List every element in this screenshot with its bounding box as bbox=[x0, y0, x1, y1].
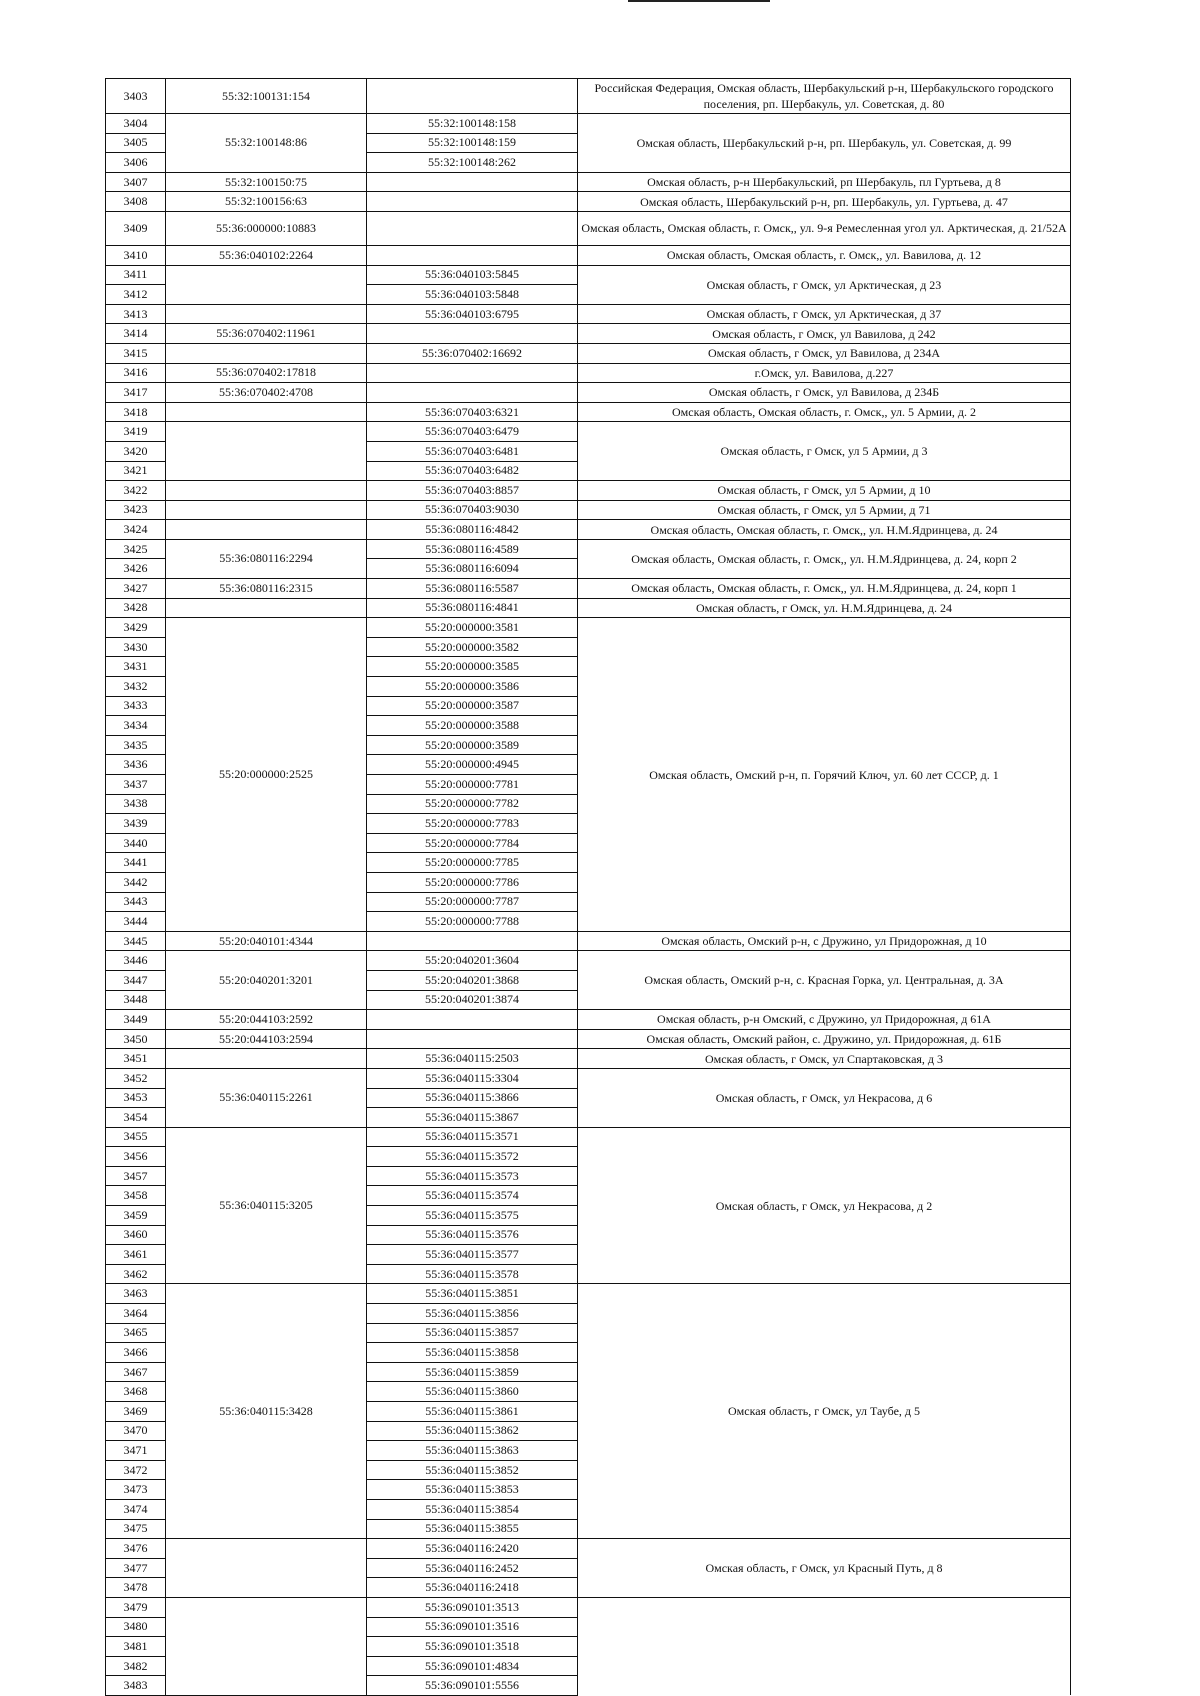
sub-cadastral-number-cell: 55:36:090101:5556 bbox=[367, 1676, 578, 1696]
table-row bbox=[106, 402, 1071, 422]
address-cell: Омская область, г Омск, ул Вавилова, д 242 bbox=[578, 324, 1071, 344]
address-cell: Омская область, г Омск, ул Вавилова, д 234Б bbox=[578, 383, 1071, 403]
table-row bbox=[106, 618, 1071, 638]
sub-cadastral-number-cell: 55:36:040103:5845 bbox=[367, 265, 578, 285]
sub-cadastral-number-cell: 55:32:100148:262 bbox=[367, 153, 578, 173]
table-row bbox=[106, 1284, 1071, 1304]
row-number-cell: 3448 bbox=[106, 990, 166, 1010]
sub-cadastral-number-cell: 55:36:040115:3574 bbox=[367, 1186, 578, 1206]
address-cell: Омская область, Шербакульский р-н, рп. Шербакуль, ул. Гуртьева, д. 47 bbox=[578, 192, 1071, 212]
table-row bbox=[106, 951, 1071, 971]
sub-cadastral-number-cell: 55:36:040115:3575 bbox=[367, 1206, 578, 1226]
row-number-cell: 3438 bbox=[106, 794, 166, 814]
address-cell: Омская область, Омская область, г. Омск,, ул. Н.М.Ядринцева, д. 24 bbox=[578, 520, 1071, 540]
sub-cadastral-number-cell: 55:36:040116:2418 bbox=[367, 1578, 578, 1598]
row-number-cell: 3442 bbox=[106, 872, 166, 892]
sub-cadastral-number-cell: 55:20:040201:3604 bbox=[367, 951, 578, 971]
row-number-cell: 3417 bbox=[106, 383, 166, 403]
address-cell: Омская область, г Омск, ул Таубе, д 5 bbox=[578, 1284, 1071, 1539]
sub-cadastral-number-cell: 55:20:040201:3874 bbox=[367, 990, 578, 1010]
sub-cadastral-number-cell: 55:36:040115:3867 bbox=[367, 1108, 578, 1128]
top-edge-line bbox=[628, 0, 770, 2]
table-row bbox=[106, 422, 1071, 442]
sub-cadastral-number-cell: 55:36:040115:3855 bbox=[367, 1519, 578, 1539]
sub-cadastral-number-cell: 55:36:080116:4842 bbox=[367, 520, 578, 540]
sub-cadastral-number-cell: 55:20:000000:3581 bbox=[367, 618, 578, 638]
address-cell: Омская область, р-н Омский, с Дружино, ул Придорожная, д 61А bbox=[578, 1010, 1071, 1030]
main-cadastral-number-cell: 55:36:040115:2261 bbox=[166, 1068, 367, 1127]
main-cadastral-number-cell: 55:32:100156:63 bbox=[166, 192, 367, 212]
sub-cadastral-number-cell: 55:36:070403:6479 bbox=[367, 422, 578, 442]
sub-cadastral-number-cell: 55:36:070403:8857 bbox=[367, 481, 578, 501]
row-number-cell: 3470 bbox=[106, 1421, 166, 1441]
main-cadastral-number-cell: 55:36:080116:2315 bbox=[166, 579, 367, 599]
table-row bbox=[106, 245, 1071, 265]
table-row bbox=[106, 539, 1071, 559]
sub-cadastral-number-cell: 55:36:040115:3866 bbox=[367, 1088, 578, 1108]
main-cadastral-number-cell: 55:36:040115:3205 bbox=[166, 1127, 367, 1284]
row-number-cell: 3443 bbox=[106, 892, 166, 912]
main-cadastral-number-cell: 55:36:040115:3428 bbox=[166, 1284, 367, 1539]
sub-cadastral-number-cell: 55:36:080116:5587 bbox=[367, 579, 578, 599]
sub-cadastral-number-cell: 55:36:070403:6481 bbox=[367, 441, 578, 461]
main-cadastral-number-cell: 55:36:070402:4708 bbox=[166, 383, 367, 403]
row-number-cell: 3414 bbox=[106, 324, 166, 344]
row-number-cell: 3428 bbox=[106, 598, 166, 618]
row-number-cell: 3483 bbox=[106, 1676, 166, 1696]
sub-cadastral-number-cell: 55:20:000000:3586 bbox=[367, 677, 578, 697]
row-number-cell: 3416 bbox=[106, 363, 166, 383]
address-cell: Омская область, Шербакульский р-н, рп. Шербакуль, ул. Советская, д. 99 bbox=[578, 114, 1071, 173]
sub-cadastral-number-cell: 55:36:090101:3516 bbox=[367, 1617, 578, 1637]
sub-cadastral-number-cell: 55:36:090101:3518 bbox=[367, 1637, 578, 1657]
address-cell: Омская область, Омский р-н, п. Горячий Ключ, ул. 60 лет СССР, д. 1 bbox=[578, 618, 1071, 932]
row-number-cell: 3471 bbox=[106, 1441, 166, 1461]
sub-cadastral-number-cell: 55:36:040115:3863 bbox=[367, 1441, 578, 1461]
row-number-cell: 3437 bbox=[106, 775, 166, 795]
table-row bbox=[106, 1597, 1071, 1617]
table-row bbox=[106, 324, 1071, 344]
sub-cadastral-number-cell: 55:36:080116:4841 bbox=[367, 598, 578, 618]
sub-cadastral-number-cell: 55:36:040115:3578 bbox=[367, 1264, 578, 1284]
address-cell: Омская область, Омская область, г. Омск,, ул. 9-я Ремесленная угол ул. Арктическая, д. 21/52А bbox=[578, 211, 1071, 245]
sub-cadastral-number-cell: 55:20:000000:7784 bbox=[367, 833, 578, 853]
sub-cadastral-number-cell: 55:20:000000:7786 bbox=[367, 872, 578, 892]
row-number-cell: 3415 bbox=[106, 343, 166, 363]
row-number-cell: 3436 bbox=[106, 755, 166, 775]
main-cadastral-number-cell bbox=[166, 1539, 367, 1598]
address-cell: Омская область, г Омск, ул Спартаковская, д 3 bbox=[578, 1049, 1071, 1069]
row-number-cell: 3408 bbox=[106, 192, 166, 212]
sub-cadastral-number-cell bbox=[367, 192, 578, 212]
sub-cadastral-number-cell: 55:20:000000:3587 bbox=[367, 696, 578, 716]
sub-cadastral-number-cell: 55:36:040103:5848 bbox=[367, 285, 578, 305]
sub-cadastral-number-cell: 55:36:070402:16692 bbox=[367, 343, 578, 363]
table-row bbox=[106, 520, 1071, 540]
main-cadastral-number-cell: 55:32:100148:86 bbox=[166, 114, 367, 173]
row-number-cell: 3468 bbox=[106, 1382, 166, 1402]
row-number-cell: 3447 bbox=[106, 970, 166, 990]
table-row bbox=[106, 192, 1071, 212]
sub-cadastral-number-cell: 55:36:040115:3573 bbox=[367, 1166, 578, 1186]
row-number-cell: 3427 bbox=[106, 579, 166, 599]
row-number-cell: 3420 bbox=[106, 441, 166, 461]
sub-cadastral-number-cell: 55:20:000000:4945 bbox=[367, 755, 578, 775]
row-number-cell: 3460 bbox=[106, 1225, 166, 1245]
table-row bbox=[106, 1049, 1071, 1069]
sub-cadastral-number-cell: 55:36:040115:3852 bbox=[367, 1460, 578, 1480]
main-cadastral-number-cell bbox=[166, 343, 367, 363]
row-number-cell: 3426 bbox=[106, 559, 166, 579]
main-cadastral-number-cell bbox=[166, 520, 367, 540]
main-cadastral-number-cell: 55:20:044103:2594 bbox=[166, 1029, 367, 1049]
table-row bbox=[106, 1029, 1071, 1049]
address-cell: Омская область, г Омск, ул. Н.М.Ядринцева, д. 24 bbox=[578, 598, 1071, 618]
sub-cadastral-number-cell: 55:20:040201:3868 bbox=[367, 970, 578, 990]
row-number-cell: 3435 bbox=[106, 735, 166, 755]
address-cell: Омская область, Омская область, г. Омск,, ул. Н.М.Ядринцева, д. 24, корп 2 bbox=[578, 539, 1071, 578]
row-number-cell: 3406 bbox=[106, 153, 166, 173]
row-number-cell: 3446 bbox=[106, 951, 166, 971]
table-row bbox=[106, 211, 1071, 245]
sub-cadastral-number-cell: 55:20:000000:3585 bbox=[367, 657, 578, 677]
row-number-cell: 3477 bbox=[106, 1558, 166, 1578]
address-cell: Омская область, г Омск, ул Некрасова, д 6 bbox=[578, 1068, 1071, 1127]
row-number-cell: 3481 bbox=[106, 1637, 166, 1657]
sub-cadastral-number-cell: 55:36:040115:3577 bbox=[367, 1245, 578, 1265]
table-row bbox=[106, 265, 1071, 285]
row-number-cell: 3450 bbox=[106, 1029, 166, 1049]
sub-cadastral-number-cell bbox=[367, 1029, 578, 1049]
sub-cadastral-number-cell bbox=[367, 324, 578, 344]
row-number-cell: 3410 bbox=[106, 245, 166, 265]
main-cadastral-number-cell: 55:36:000000:10883 bbox=[166, 211, 367, 245]
row-number-cell: 3462 bbox=[106, 1264, 166, 1284]
row-number-cell: 3473 bbox=[106, 1480, 166, 1500]
sub-cadastral-number-cell: 55:20:000000:3582 bbox=[367, 637, 578, 657]
sub-cadastral-number-cell bbox=[367, 363, 578, 383]
row-number-cell: 3423 bbox=[106, 500, 166, 520]
sub-cadastral-number-cell bbox=[367, 383, 578, 403]
sub-cadastral-number-cell: 55:36:070403:6482 bbox=[367, 461, 578, 481]
table-row bbox=[106, 1010, 1071, 1030]
table-row bbox=[106, 579, 1071, 599]
row-number-cell: 3404 bbox=[106, 114, 166, 134]
row-number-cell: 3449 bbox=[106, 1010, 166, 1030]
table-row bbox=[106, 343, 1071, 363]
row-number-cell: 3452 bbox=[106, 1068, 166, 1088]
sub-cadastral-number-cell: 55:36:040115:3857 bbox=[367, 1323, 578, 1343]
sub-cadastral-number-cell: 55:36:040115:3860 bbox=[367, 1382, 578, 1402]
main-cadastral-number-cell bbox=[166, 422, 367, 481]
table-row bbox=[106, 598, 1071, 618]
row-number-cell: 3405 bbox=[106, 133, 166, 153]
row-number-cell: 3419 bbox=[106, 422, 166, 442]
main-cadastral-number-cell bbox=[166, 1049, 367, 1069]
row-number-cell: 3451 bbox=[106, 1049, 166, 1069]
sub-cadastral-number-cell: 55:36:040116:2452 bbox=[367, 1558, 578, 1578]
row-number-cell: 3407 bbox=[106, 172, 166, 192]
address-cell: г.Омск, ул. Вавилова, д.227 bbox=[578, 363, 1071, 383]
row-number-cell: 3457 bbox=[106, 1166, 166, 1186]
address-cell: Омская область, г Омск, ул Арктическая, д 23 bbox=[578, 265, 1071, 304]
sub-cadastral-number-cell: 55:36:040115:3859 bbox=[367, 1362, 578, 1382]
table-row bbox=[106, 1127, 1071, 1147]
row-number-cell: 3463 bbox=[106, 1284, 166, 1304]
address-cell: Омская область, р-н Шербакульский, рп Шербакуль, пл Гуртьева, д 8 bbox=[578, 172, 1071, 192]
row-number-cell: 3411 bbox=[106, 265, 166, 285]
row-number-cell: 3476 bbox=[106, 1539, 166, 1559]
row-number-cell: 3479 bbox=[106, 1597, 166, 1617]
address-cell: Омская область, Омский район, с. Дружино, ул. Придорожная, д. 61Б bbox=[578, 1029, 1071, 1049]
row-number-cell: 3412 bbox=[106, 285, 166, 305]
sub-cadastral-number-cell bbox=[367, 172, 578, 192]
row-number-cell: 3424 bbox=[106, 520, 166, 540]
main-cadastral-number-cell bbox=[166, 265, 367, 304]
row-number-cell: 3433 bbox=[106, 696, 166, 716]
sub-cadastral-number-cell: 55:36:040115:3862 bbox=[367, 1421, 578, 1441]
address-cell: Омская область, г Омск, ул 5 Армии, д 71 bbox=[578, 500, 1071, 520]
main-cadastral-number-cell: 55:36:080116:2294 bbox=[166, 539, 367, 578]
main-cadastral-number-cell: 55:36:070402:11961 bbox=[166, 324, 367, 344]
main-cadastral-number-cell: 55:20:040201:3201 bbox=[166, 951, 367, 1010]
row-number-cell: 3409 bbox=[106, 211, 166, 245]
row-number-cell: 3454 bbox=[106, 1108, 166, 1128]
row-number-cell: 3425 bbox=[106, 539, 166, 559]
row-number-cell: 3429 bbox=[106, 618, 166, 638]
sub-cadastral-number-cell: 55:36:080116:4589 bbox=[367, 539, 578, 559]
row-number-cell: 3475 bbox=[106, 1519, 166, 1539]
sub-cadastral-number-cell: 55:36:040115:3853 bbox=[367, 1480, 578, 1500]
sub-cadastral-number-cell: 55:20:000000:7787 bbox=[367, 892, 578, 912]
address-cell: Омская область, Омский р-н, с Дружино, ул Придорожная, д 10 bbox=[578, 931, 1071, 951]
sub-cadastral-number-cell: 55:36:040115:3576 bbox=[367, 1225, 578, 1245]
row-number-cell: 3482 bbox=[106, 1656, 166, 1676]
sub-cadastral-number-cell bbox=[367, 1010, 578, 1030]
sub-cadastral-number-cell: 55:20:000000:3589 bbox=[367, 735, 578, 755]
row-number-cell: 3432 bbox=[106, 677, 166, 697]
sub-cadastral-number-cell: 55:36:040116:2420 bbox=[367, 1539, 578, 1559]
row-number-cell: 3459 bbox=[106, 1206, 166, 1226]
main-cadastral-number-cell bbox=[166, 500, 367, 520]
row-number-cell: 3456 bbox=[106, 1147, 166, 1167]
main-cadastral-number-cell: 55:32:100150:75 bbox=[166, 172, 367, 192]
row-number-cell: 3422 bbox=[106, 481, 166, 501]
table-row bbox=[106, 1068, 1071, 1088]
table-row bbox=[106, 383, 1071, 403]
sub-cadastral-number-cell: 55:36:040115:3856 bbox=[367, 1304, 578, 1324]
row-number-cell: 3418 bbox=[106, 402, 166, 422]
sub-cadastral-number-cell: 55:20:000000:7782 bbox=[367, 794, 578, 814]
row-number-cell: 3465 bbox=[106, 1323, 166, 1343]
address-cell: Омская область, г Омск, ул 5 Армии, д 10 bbox=[578, 481, 1071, 501]
table-row bbox=[106, 500, 1071, 520]
row-number-cell: 3464 bbox=[106, 1304, 166, 1324]
table-row bbox=[106, 79, 1071, 114]
row-number-cell: 3455 bbox=[106, 1127, 166, 1147]
sub-cadastral-number-cell bbox=[367, 931, 578, 951]
registry-body bbox=[106, 79, 1071, 1696]
row-number-cell: 3461 bbox=[106, 1245, 166, 1265]
table-row bbox=[106, 304, 1071, 324]
row-number-cell: 3403 bbox=[106, 79, 166, 114]
sub-cadastral-number-cell: 55:36:090101:3513 bbox=[367, 1597, 578, 1617]
sub-cadastral-number-cell: 55:32:100148:158 bbox=[367, 114, 578, 134]
sub-cadastral-number-cell: 55:32:100148:159 bbox=[367, 133, 578, 153]
table-row bbox=[106, 363, 1071, 383]
address-cell: Омская область, Омская область, г. Омск,, ул. Вавилова, д. 12 bbox=[578, 245, 1071, 265]
row-number-cell: 3431 bbox=[106, 657, 166, 677]
main-cadastral-number-cell bbox=[166, 1597, 367, 1695]
sub-cadastral-number-cell: 55:36:080116:6094 bbox=[367, 559, 578, 579]
main-cadastral-number-cell: 55:36:070402:17818 bbox=[166, 363, 367, 383]
address-cell: Омская область, г Омск, ул Арктическая, д 37 bbox=[578, 304, 1071, 324]
row-number-cell: 3434 bbox=[106, 716, 166, 736]
table-row bbox=[106, 172, 1071, 192]
row-number-cell: 3469 bbox=[106, 1402, 166, 1422]
sub-cadastral-number-cell: 55:20:000000:7781 bbox=[367, 775, 578, 795]
main-cadastral-number-cell bbox=[166, 402, 367, 422]
address-cell: Омская область, Омская область, г. Омск,, ул. 5 Армии, д. 2 bbox=[578, 402, 1071, 422]
address-cell: Омская область, г Омск, ул Некрасова, д 2 bbox=[578, 1127, 1071, 1284]
main-cadastral-number-cell: 55:32:100131:154 bbox=[166, 79, 367, 114]
address-cell: Омская область, г Омск, ул 5 Армии, д 3 bbox=[578, 422, 1071, 481]
address-cell: Омская область, Омский р-н, с. Красная Горка, ул. Центральная, д. 3А bbox=[578, 951, 1071, 1010]
row-number-cell: 3441 bbox=[106, 853, 166, 873]
address-cell: Омская область, г Омск, ул Вавилова, д 234А bbox=[578, 343, 1071, 363]
main-cadastral-number-cell bbox=[166, 481, 367, 501]
row-number-cell: 3453 bbox=[106, 1088, 166, 1108]
cadastral-registry-table bbox=[105, 78, 1071, 1696]
table-row bbox=[106, 114, 1071, 134]
sub-cadastral-number-cell: 55:36:040115:2503 bbox=[367, 1049, 578, 1069]
sub-cadastral-number-cell: 55:36:040115:3304 bbox=[367, 1068, 578, 1088]
sub-cadastral-number-cell: 55:36:040115:3861 bbox=[367, 1402, 578, 1422]
row-number-cell: 3421 bbox=[106, 461, 166, 481]
row-number-cell: 3480 bbox=[106, 1617, 166, 1637]
address-cell: Российская Федерация, Омская область, Шербакульский р-н, Шербакульского городского поселения, рп. Шербакуль, ул. Советская, д. 80 bbox=[578, 79, 1071, 114]
row-number-cell: 3413 bbox=[106, 304, 166, 324]
main-cadastral-number-cell: 55:20:044103:2592 bbox=[166, 1010, 367, 1030]
main-cadastral-number-cell bbox=[166, 598, 367, 618]
table-row bbox=[106, 481, 1071, 501]
main-cadastral-number-cell bbox=[166, 304, 367, 324]
main-cadastral-number-cell: 55:20:000000:2525 bbox=[166, 618, 367, 932]
row-number-cell: 3430 bbox=[106, 637, 166, 657]
sub-cadastral-number-cell bbox=[367, 211, 578, 245]
sub-cadastral-number-cell: 55:36:040115:3572 bbox=[367, 1147, 578, 1167]
row-number-cell: 3472 bbox=[106, 1460, 166, 1480]
main-cadastral-number-cell: 55:36:040102:2264 bbox=[166, 245, 367, 265]
sub-cadastral-number-cell: 55:36:040115:3854 bbox=[367, 1499, 578, 1519]
sub-cadastral-number-cell bbox=[367, 245, 578, 265]
table-row bbox=[106, 931, 1071, 951]
row-number-cell: 3466 bbox=[106, 1343, 166, 1363]
row-number-cell: 3440 bbox=[106, 833, 166, 853]
sub-cadastral-number-cell: 55:36:040115:3858 bbox=[367, 1343, 578, 1363]
row-number-cell: 3478 bbox=[106, 1578, 166, 1598]
row-number-cell: 3445 bbox=[106, 931, 166, 951]
sub-cadastral-number-cell: 55:36:040103:6795 bbox=[367, 304, 578, 324]
row-number-cell: 3444 bbox=[106, 912, 166, 932]
sub-cadastral-number-cell: 55:36:070403:6321 bbox=[367, 402, 578, 422]
sub-cadastral-number-cell: 55:36:070403:9030 bbox=[367, 500, 578, 520]
table-row bbox=[106, 1539, 1071, 1559]
row-number-cell: 3458 bbox=[106, 1186, 166, 1206]
row-number-cell: 3474 bbox=[106, 1499, 166, 1519]
sub-cadastral-number-cell: 55:36:040115:3571 bbox=[367, 1127, 578, 1147]
sub-cadastral-number-cell: 55:36:040115:3851 bbox=[367, 1284, 578, 1304]
address-cell: Омская область, Омская область, г. Омск,, ул. Н.М.Ядринцева, д. 24, корп 1 bbox=[578, 579, 1071, 599]
sub-cadastral-number-cell bbox=[367, 79, 578, 114]
main-cadastral-number-cell: 55:20:040101:4344 bbox=[166, 931, 367, 951]
sub-cadastral-number-cell: 55:36:090101:4834 bbox=[367, 1656, 578, 1676]
sub-cadastral-number-cell: 55:20:000000:7785 bbox=[367, 853, 578, 873]
row-number-cell: 3439 bbox=[106, 814, 166, 834]
sub-cadastral-number-cell: 55:20:000000:7783 bbox=[367, 814, 578, 834]
sub-cadastral-number-cell: 55:20:000000:3588 bbox=[367, 716, 578, 736]
address-cell bbox=[578, 1597, 1071, 1695]
sub-cadastral-number-cell: 55:20:000000:7788 bbox=[367, 912, 578, 932]
row-number-cell: 3467 bbox=[106, 1362, 166, 1382]
address-cell: Омская область, г Омск, ул Красный Путь, д 8 bbox=[578, 1539, 1071, 1598]
